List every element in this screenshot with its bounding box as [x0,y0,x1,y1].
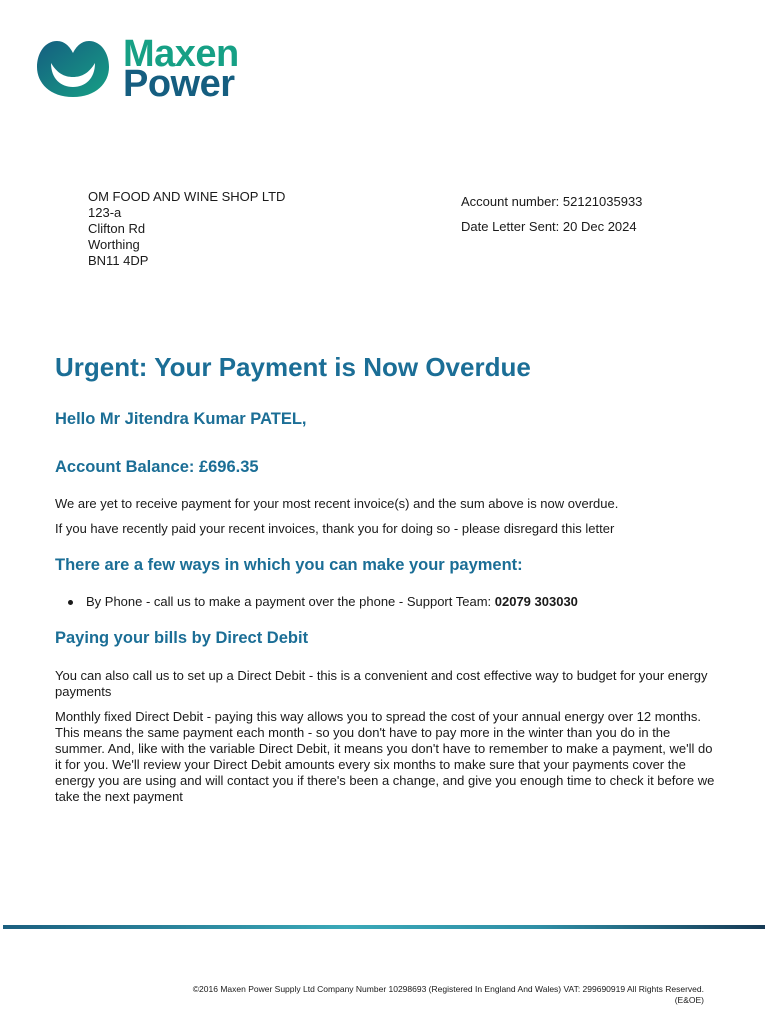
payment-ways-heading: There are a few ways in which you can make your payment: [55,556,523,574]
overdue-paragraph: We are yet to receive payment for your most recent invoice(s) and the sum above is now overdue. [55,496,619,511]
account-balance: Account Balance: £696.35 [55,458,259,476]
support-phone-number: 02079 303030 [494,594,578,609]
payment-methods-list [66,594,578,610]
letter-title: Urgent: Your Payment is Now Overdue [55,352,531,382]
list-item [66,594,578,610]
footer-legal-text: ©2016 Maxen Power Supply Ltd Company Number 10298693 (Registered In England And Wales) VAT: 299690919 All Rights Reserved. [192,984,704,994]
address-line: Clifton Rd [88,221,146,236]
bullet-icon [68,600,73,605]
footer-divider [3,925,765,929]
address-line: Worthing [88,237,140,252]
recipient-address [88,189,285,269]
account-details [461,189,642,239]
monthly-direct-debit-paragraph: Monthly fixed Direct Debit - paying this way allows you to spread the cost of your annual energy over 12 months. This means the same payment each month - so you don't have to pay more in the winter than you do in the summer. And, like with the variable Direct Debit, it means you don't have to remember to make a payment, we'll do it for you. We'll review your Direct Debit amounts every six months to make sure that your payments cover the energy you are using and will contact you if there's been a change, and give you enough time to check it before we take the next payment [55,709,715,804]
company-logo [35,33,239,105]
date-letter-sent: Date Letter Sent: 20 Dec 2024 [461,219,637,234]
direct-debit-paragraph: You can also call us to set up a Direct Debit - this is a convenient and cost effective way to budget for your energy payments [55,668,708,699]
account-number: Account number: 52121035933 [461,194,643,209]
address-line: BN11 4DP [88,253,149,268]
greeting: Hello Mr Jitendra Kumar PATEL, [55,410,307,428]
disregard-paragraph: If you have recently paid your recent invoices, thank you for doing so - please disregard this letter [55,521,615,536]
footer [120,984,704,1006]
logo-word-power: Power [123,63,235,105]
phone-payment-text: By Phone - call us to make a payment over the phone - Support Team: [86,594,495,609]
logo-word-maxen: Maxen [123,33,239,75]
address-line: OM FOOD AND WINE SHOP LTD [88,189,286,204]
maxen-power-logo-icon [35,37,111,101]
direct-debit-heading: Paying your bills by Direct Debit [55,629,309,647]
footer-eoe: (E&OE) [674,995,704,1005]
logo-wordmark [123,33,239,105]
address-line: 123-a [88,205,122,220]
